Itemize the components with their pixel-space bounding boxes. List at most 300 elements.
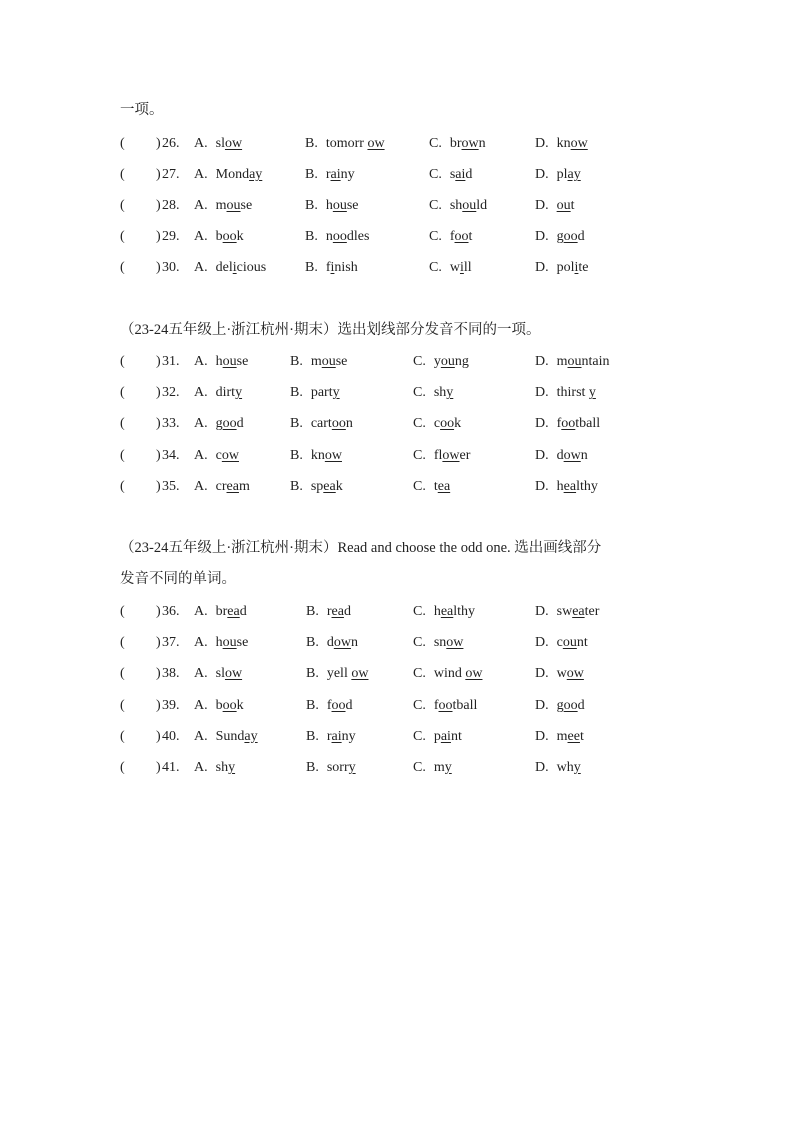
option-c bbox=[413, 727, 462, 747]
word-part: se bbox=[240, 198, 253, 214]
answer-blank[interactable] bbox=[128, 446, 154, 466]
underlined-part: ow bbox=[442, 447, 460, 463]
underlined-part: oo bbox=[563, 229, 578, 245]
option-letter: C. bbox=[413, 728, 426, 744]
word-part: sn bbox=[433, 635, 447, 651]
underlined-part: ea bbox=[226, 478, 239, 494]
word-part: f bbox=[326, 697, 332, 713]
word-part: kn bbox=[310, 447, 325, 463]
word-part: pol bbox=[556, 260, 575, 276]
word-part: ntain bbox=[581, 354, 610, 369]
word-part: br bbox=[215, 604, 228, 619]
option-a bbox=[194, 633, 248, 653]
option-b bbox=[305, 258, 358, 278]
answer-blank[interactable] bbox=[128, 633, 154, 653]
option-a bbox=[194, 383, 242, 403]
option-letter: A. bbox=[194, 478, 208, 494]
option-b bbox=[305, 196, 359, 216]
option-letter: D. bbox=[535, 167, 549, 183]
word-part: ll bbox=[463, 260, 472, 276]
word-part: w bbox=[556, 666, 567, 682]
section-instruction: （23-24五年级上·浙江杭州·期末）选出划线部分发音不同的一项。 bbox=[120, 322, 541, 338]
underlined-part: ou bbox=[567, 354, 582, 369]
word-part: t bbox=[468, 229, 473, 245]
word-part: f bbox=[433, 697, 439, 713]
question-row bbox=[120, 165, 680, 185]
answer-blank-close: ) bbox=[156, 478, 161, 494]
option-a bbox=[194, 227, 244, 247]
option-c bbox=[413, 664, 482, 684]
underlined-part: ow bbox=[461, 136, 479, 151]
option-letter: D. bbox=[535, 728, 549, 744]
question-number: 26. bbox=[162, 136, 180, 151]
answer-blank-close: ) bbox=[156, 697, 161, 713]
option-d bbox=[535, 446, 588, 466]
word-part: wind bbox=[433, 666, 466, 682]
word-part: dirt bbox=[215, 385, 236, 401]
underlined-part: ow bbox=[367, 136, 385, 151]
option-letter: D. bbox=[535, 697, 549, 713]
word-part: cart bbox=[310, 416, 332, 432]
word-part: d bbox=[326, 635, 334, 651]
question-row bbox=[120, 602, 680, 622]
option-letter: C. bbox=[413, 635, 426, 651]
option-a bbox=[194, 446, 239, 466]
question-number: 40. bbox=[162, 728, 180, 744]
option-letter: D. bbox=[535, 354, 549, 369]
answer-blank[interactable] bbox=[128, 352, 154, 372]
question-number: 37. bbox=[162, 635, 180, 651]
question-row bbox=[120, 134, 680, 154]
answer-blank[interactable] bbox=[128, 134, 154, 154]
option-b bbox=[305, 165, 355, 185]
option-b bbox=[306, 696, 353, 716]
option-c bbox=[413, 696, 477, 716]
answer-blank-open: ( bbox=[120, 478, 125, 494]
answer-blank-open: ( bbox=[120, 760, 125, 775]
word-part: d bbox=[556, 447, 564, 463]
option-c bbox=[413, 414, 461, 434]
answer-blank[interactable] bbox=[128, 477, 154, 497]
option-letter: C. bbox=[413, 760, 426, 775]
underlined-part: oo bbox=[331, 416, 346, 432]
underlined-part: ea bbox=[563, 478, 577, 494]
word-part: r bbox=[325, 167, 331, 183]
word-part: sorr bbox=[326, 760, 349, 775]
option-a bbox=[194, 477, 250, 497]
section-instruction: （23-24五年级上·浙江杭州·期末）Read and choose the odd one. 选出画线部分 bbox=[120, 540, 602, 556]
word-part: d bbox=[577, 229, 585, 245]
section-instruction-continued: 发音不同的单词。 bbox=[120, 571, 236, 587]
answer-blank[interactable] bbox=[128, 227, 154, 247]
word-part: k bbox=[335, 478, 343, 494]
option-letter: D. bbox=[535, 385, 549, 401]
option-letter: B. bbox=[305, 260, 318, 276]
answer-blank-open: ( bbox=[120, 635, 125, 651]
option-c bbox=[413, 383, 453, 403]
option-letter: C. bbox=[413, 478, 426, 494]
option-letter: B. bbox=[306, 604, 319, 619]
answer-blank-open: ( bbox=[120, 697, 125, 713]
option-c bbox=[413, 477, 450, 497]
option-c bbox=[429, 258, 472, 278]
word-part: h bbox=[433, 604, 441, 619]
answer-blank[interactable] bbox=[128, 414, 154, 434]
answer-blank[interactable] bbox=[128, 602, 154, 622]
question-row bbox=[120, 696, 680, 716]
option-letter: C. bbox=[413, 697, 426, 713]
underlined-part: ea bbox=[572, 604, 585, 619]
underlined-part: ee bbox=[567, 728, 580, 744]
word-part: f bbox=[325, 260, 331, 276]
option-a bbox=[194, 352, 248, 372]
option-letter: A. bbox=[194, 229, 208, 245]
option-letter: A. bbox=[194, 604, 208, 619]
word-part: h bbox=[215, 635, 223, 651]
word-part: sl bbox=[215, 136, 225, 151]
word-part: g bbox=[556, 229, 564, 245]
option-b bbox=[306, 758, 356, 778]
option-letter: B. bbox=[306, 666, 319, 682]
option-letter: A. bbox=[194, 385, 208, 401]
question-row bbox=[120, 727, 680, 747]
word-part: kn bbox=[556, 136, 571, 151]
underlined-part: y bbox=[348, 760, 356, 775]
option-d bbox=[535, 727, 584, 747]
question-number: 39. bbox=[162, 697, 180, 713]
option-letter: A. bbox=[194, 354, 208, 369]
answer-blank[interactable] bbox=[128, 758, 154, 778]
option-c bbox=[429, 196, 487, 216]
option-letter: D. bbox=[535, 447, 549, 463]
answer-blank-open: ( bbox=[120, 447, 125, 463]
word-part: t bbox=[433, 478, 438, 494]
question-row bbox=[120, 196, 680, 216]
option-letter: D. bbox=[535, 229, 549, 245]
underlined-part: ou bbox=[226, 198, 241, 214]
answer-blank-close: ) bbox=[156, 604, 161, 619]
answer-blank-open: ( bbox=[120, 260, 125, 276]
option-letter: C. bbox=[413, 385, 426, 401]
word-part: part bbox=[310, 385, 333, 401]
question-number: 41. bbox=[162, 760, 180, 775]
word-part: nish bbox=[334, 260, 358, 276]
answer-blank-close: ) bbox=[156, 760, 161, 775]
word-part: ny bbox=[341, 728, 356, 744]
underlined-part: ow bbox=[566, 666, 584, 682]
answer-blank-close: ) bbox=[156, 635, 161, 651]
word-part: m bbox=[310, 354, 322, 369]
word-part: sh bbox=[433, 385, 447, 401]
underlined-part: ai bbox=[330, 167, 341, 183]
answer-blank[interactable] bbox=[128, 696, 154, 716]
word-part: lthy bbox=[576, 478, 598, 494]
word-part: p bbox=[433, 728, 441, 744]
answer-blank-open: ( bbox=[120, 728, 125, 744]
word-part: fl bbox=[433, 447, 443, 463]
option-letter: D. bbox=[535, 260, 549, 276]
option-d bbox=[535, 352, 610, 372]
question-row bbox=[120, 664, 680, 684]
answer-blank-close: ) bbox=[156, 354, 161, 369]
option-letter: A. bbox=[194, 447, 208, 463]
underlined-part: i bbox=[459, 260, 464, 276]
option-c bbox=[413, 758, 452, 778]
option-a bbox=[194, 165, 262, 185]
word-part: ng bbox=[454, 354, 469, 369]
word-part: dles bbox=[346, 229, 370, 245]
option-letter: D. bbox=[535, 635, 549, 651]
option-b bbox=[306, 727, 356, 747]
option-a bbox=[194, 196, 252, 216]
option-letter: C. bbox=[429, 260, 442, 276]
option-letter: D. bbox=[535, 136, 549, 151]
word-part: cious bbox=[236, 260, 267, 276]
option-a bbox=[194, 664, 242, 684]
underlined-part: oo bbox=[561, 416, 576, 432]
option-d bbox=[535, 477, 598, 497]
option-letter: A. bbox=[194, 760, 208, 775]
option-letter: C. bbox=[413, 416, 426, 432]
underlined-part: ea bbox=[227, 604, 240, 619]
option-c bbox=[429, 134, 486, 154]
question-number: 31. bbox=[162, 354, 180, 369]
word-part: thirst bbox=[556, 385, 589, 401]
option-a bbox=[194, 727, 258, 747]
option-letter: C. bbox=[429, 167, 442, 183]
word-part: tomorr bbox=[325, 136, 368, 151]
word-part: Mond bbox=[215, 167, 250, 183]
word-part: k bbox=[454, 416, 462, 432]
option-a bbox=[194, 258, 266, 278]
option-c bbox=[413, 602, 475, 622]
word-part: g bbox=[556, 697, 564, 713]
underlined-part: i bbox=[232, 260, 237, 276]
option-letter: D. bbox=[535, 666, 549, 682]
word-part: se bbox=[236, 354, 249, 369]
underlined-part: y bbox=[228, 760, 236, 775]
question-number: 35. bbox=[162, 478, 180, 494]
answer-blank[interactable] bbox=[128, 664, 154, 684]
word-part: nt bbox=[576, 635, 588, 651]
underlined-part: ou bbox=[222, 354, 237, 369]
option-letter: D. bbox=[535, 416, 549, 432]
option-d bbox=[535, 258, 589, 278]
option-letter: B. bbox=[306, 635, 319, 651]
option-letter: B. bbox=[290, 416, 303, 432]
question-row bbox=[120, 414, 680, 434]
underlined-part: y bbox=[444, 760, 452, 775]
option-letter: A. bbox=[194, 260, 208, 276]
word-part: g bbox=[215, 416, 223, 432]
word-part: t bbox=[570, 198, 575, 214]
answer-blank-open: ( bbox=[120, 229, 125, 245]
answer-blank-open: ( bbox=[120, 385, 125, 401]
underlined-part: ow bbox=[563, 447, 581, 463]
option-letter: A. bbox=[194, 697, 208, 713]
underlined-part: ai bbox=[440, 728, 451, 744]
option-letter: B. bbox=[290, 478, 303, 494]
underlined-part: ow bbox=[446, 635, 464, 651]
word-part: m bbox=[215, 198, 227, 214]
word-part: d bbox=[343, 604, 351, 619]
option-a bbox=[194, 696, 244, 716]
option-letter: A. bbox=[194, 728, 208, 744]
word-part: br bbox=[449, 136, 462, 151]
question-number: 32. bbox=[162, 385, 180, 401]
underlined-part: oo bbox=[440, 416, 455, 432]
word-part: se bbox=[335, 354, 348, 369]
underlined-part: ow bbox=[465, 666, 483, 682]
option-d bbox=[535, 602, 599, 622]
word-part: b bbox=[215, 697, 223, 713]
option-b bbox=[305, 134, 385, 154]
question-number: 38. bbox=[162, 666, 180, 682]
word-part: t bbox=[579, 728, 584, 744]
option-letter: B. bbox=[290, 385, 303, 401]
option-b bbox=[306, 602, 351, 622]
option-a bbox=[194, 414, 244, 434]
option-c bbox=[429, 165, 472, 185]
word-part: lthy bbox=[453, 604, 476, 619]
answer-blank[interactable] bbox=[128, 196, 154, 216]
answer-blank[interactable] bbox=[128, 165, 154, 185]
option-letter: C. bbox=[429, 229, 442, 245]
answer-blank[interactable] bbox=[128, 727, 154, 747]
question-row bbox=[120, 758, 680, 778]
option-letter: A. bbox=[194, 198, 208, 214]
option-a bbox=[194, 758, 235, 778]
answer-blank-close: ) bbox=[156, 447, 161, 463]
underlined-part: ow bbox=[221, 447, 239, 463]
answer-blank[interactable] bbox=[128, 383, 154, 403]
option-b bbox=[306, 633, 358, 653]
word-part: pl bbox=[556, 167, 568, 183]
underlined-part: oo bbox=[332, 229, 347, 245]
answer-blank-open: ( bbox=[120, 354, 125, 369]
word-part: yell bbox=[326, 666, 352, 682]
underlined-part: oo bbox=[563, 697, 578, 713]
underlined-part: ow bbox=[570, 136, 588, 151]
question-number: 33. bbox=[162, 416, 180, 432]
word-part: d bbox=[577, 697, 585, 713]
question-number: 29. bbox=[162, 229, 180, 245]
word-part: k bbox=[236, 229, 244, 245]
option-letter: B. bbox=[305, 229, 318, 245]
option-letter: C. bbox=[429, 198, 442, 214]
word-part: f bbox=[556, 416, 562, 432]
option-d bbox=[535, 414, 600, 434]
word-part: r bbox=[326, 728, 332, 744]
word-part: sl bbox=[215, 666, 225, 682]
underlined-part: ow bbox=[224, 136, 243, 151]
word-part: h bbox=[556, 478, 564, 494]
underlined-part: ou bbox=[556, 198, 571, 214]
answer-blank-close: ) bbox=[156, 260, 161, 276]
answer-blank-close: ) bbox=[156, 167, 161, 183]
answer-blank-open: ( bbox=[120, 198, 125, 214]
option-b bbox=[290, 414, 353, 434]
word-part: d bbox=[239, 604, 247, 619]
word-part: cr bbox=[215, 478, 227, 494]
option-letter: B. bbox=[305, 198, 318, 214]
option-letter: C. bbox=[413, 354, 426, 369]
underlined-part: ea bbox=[437, 478, 451, 494]
underlined-part: y bbox=[332, 385, 340, 401]
word-part: er bbox=[459, 447, 471, 463]
question-number: 34. bbox=[162, 447, 180, 463]
underlined-part: ou bbox=[321, 354, 336, 369]
underlined-part: oo bbox=[438, 697, 453, 713]
underlined-part: ay bbox=[249, 167, 263, 183]
question-row bbox=[120, 352, 680, 372]
option-letter: B. bbox=[306, 697, 319, 713]
option-b bbox=[290, 446, 342, 466]
option-letter: B. bbox=[306, 760, 319, 775]
option-d bbox=[535, 165, 581, 185]
answer-blank-open: ( bbox=[120, 666, 125, 682]
option-d bbox=[535, 696, 585, 716]
question-row bbox=[120, 227, 680, 247]
underlined-part: ai bbox=[455, 167, 466, 183]
underlined-part: oo bbox=[222, 416, 237, 432]
option-letter: A. bbox=[194, 416, 208, 432]
answer-blank-open: ( bbox=[120, 167, 125, 183]
word-part: n bbox=[345, 416, 353, 432]
underlined-part: oo bbox=[454, 229, 469, 245]
option-b bbox=[290, 383, 340, 403]
underlined-part: ea bbox=[323, 478, 336, 494]
question-row bbox=[120, 477, 680, 497]
underlined-part: y bbox=[446, 385, 454, 401]
answer-blank-close: ) bbox=[156, 229, 161, 245]
option-d bbox=[535, 196, 575, 216]
question-number: 27. bbox=[162, 167, 180, 183]
word-part: ny bbox=[340, 167, 355, 183]
word-part: tball bbox=[575, 416, 601, 432]
option-letter: A. bbox=[194, 167, 208, 183]
option-a bbox=[194, 602, 247, 622]
underlined-part: y bbox=[573, 760, 581, 775]
question-number: 36. bbox=[162, 604, 180, 619]
option-letter: D. bbox=[535, 604, 549, 619]
word-part: te bbox=[578, 260, 589, 276]
option-letter: C. bbox=[413, 666, 426, 682]
underlined-part: ou bbox=[440, 354, 455, 369]
word-part: se bbox=[236, 635, 249, 651]
option-c bbox=[429, 227, 472, 247]
answer-blank-close: ) bbox=[156, 385, 161, 401]
word-part: wh bbox=[556, 760, 574, 775]
option-letter: B. bbox=[305, 136, 318, 151]
word-part: sw bbox=[556, 604, 573, 619]
word-part: h bbox=[325, 198, 333, 214]
option-b bbox=[306, 664, 368, 684]
word-part: y bbox=[433, 354, 441, 369]
option-letter: A. bbox=[194, 666, 208, 682]
question-number: 28. bbox=[162, 198, 180, 214]
answer-blank[interactable] bbox=[128, 258, 154, 278]
word-part: tball bbox=[452, 697, 478, 713]
underlined-part: i bbox=[330, 260, 335, 276]
section-instruction: 一项。 bbox=[120, 102, 164, 118]
option-d bbox=[535, 758, 581, 778]
word-part: k bbox=[236, 697, 244, 713]
word-part: m bbox=[433, 760, 445, 775]
word-part: b bbox=[215, 229, 223, 245]
option-d bbox=[535, 664, 584, 684]
word-part: sh bbox=[215, 760, 229, 775]
